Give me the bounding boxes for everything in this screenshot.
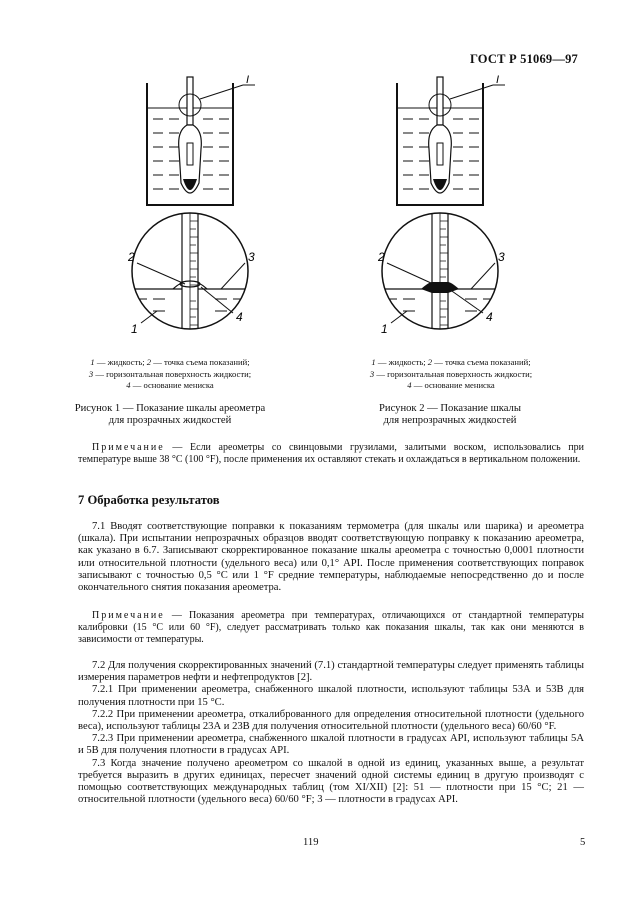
paragraph-7-1: 7.1 Вводят соответствующие поправки к показаниям термометра (для шкалы или шарика) и ареометра (шкала). При испытании непрозрачных образцов вводят соответствующую поправку к показанию ареометра, как указано в 6.7. Записывают скорректированное показание шкалы ареометра с точностью 0,0001 плотности или относительной плотности (удельного веса) или 0,1° API. После применения соответствующих поправок записывают с точностью 0,5 °С или 1 °F средние температуры, наблюдаемые непосредственно до и после окончательного снятия показания ареометра. <box>78 521 584 594</box>
page-number-center: 119 <box>303 837 319 848</box>
figure-1-caption: Рисунок 1 — Показание шкалы ареометра для прозрачных жидкостей <box>74 403 266 426</box>
figure-1-diagram <box>125 75 275 345</box>
paragraph-7-2: 7.2 Для получения скорректированных значений (7.1) стандартной температуры следует применять таблицы измерения параметров нефти и нефтепродуктов [2]. <box>78 660 584 684</box>
figure-1-legend: 1 — жидкость; 2 — точка съема показаний; 3 — горизонтальная поверхность жидкости; 4 — основание мениска <box>88 357 252 390</box>
figure-1-label-1: 1 <box>131 322 138 336</box>
page-number-right: 5 <box>580 837 586 848</box>
figure-2-caption: Рисунок 2 — Показание шкалы для непрозрачных жидкостей <box>379 403 521 426</box>
paragraphs-7-2 <box>78 660 584 806</box>
figure-2-label-1: 1 <box>381 322 388 336</box>
note-2-text: — Показания ареометра при температурах, отличающихся от стандартной температуры калибровки (15 °С или 60 °F), следует рассматривать только как показания шкалы, так как они меняются в зависимости от температуры. <box>78 610 584 645</box>
paragraph-7-3: 7.3 Когда значение получено ареометром со шкалой в одной из единиц, указанных выше, а результат требуется выразить в других единицах, пересчет значений одной системы единиц в другую производят с помощью соответствующих международных таблиц (том XI/XII) [2]: 51 — плотности при 15 °С; 21 — относительной плотности (удельного веса) 60/60 °F; 3 — плотности в градусах API. <box>78 757 584 806</box>
note-1 <box>78 442 584 466</box>
figure-2-callout-top: I <box>496 75 500 86</box>
figure-2-diagram <box>375 75 525 345</box>
document-header: ГОСТ Р 51069—97 <box>469 52 578 66</box>
figure-2-label-4: 4 <box>486 310 493 324</box>
paragraph-7-2-1: 7.2.1 При применении ареометра, снабженного шкалой плотности, используют таблицы 53А и 53В для получения плотности при 15 °С. <box>78 684 584 708</box>
figure-1-label-4: 4 <box>236 310 243 324</box>
note-1-text: — Если ареометры со свинцовыми грузилами, залитыми воском, использовались при температуре выше 38 °С (100 °F), после применения их оставляют стекать и охлаждаться в вертикальном положении. <box>78 442 584 465</box>
figure-1-callout-top: I <box>246 75 250 86</box>
note-2-label: Примечание <box>92 610 165 621</box>
paragraph-7-2-3: 7.2.3 При применении ареометра, снабженного шкалой плотности в градусах API, используют таблицы 5А и 5В для получения плотности в градусах API. <box>78 733 584 757</box>
note-2 <box>78 610 584 645</box>
figure-1-label-2: 2 <box>128 250 135 264</box>
paragraph-7-2-2: 7.2.2 При применении ареометра, откалиброванного для определения относительной плотности (удельного веса), используют таблицы 23А и 23В для получения относительной плотности (удельного веса) 60/60 °F. <box>78 708 584 733</box>
figure-1-label-3: 3 <box>248 250 255 264</box>
section-title: 7 Обработка результатов <box>78 493 220 507</box>
note-1-label: Примечание <box>92 442 165 453</box>
figure-2-legend: 1 — жидкость; 2 — точка съема показаний; 3 — горизонтальная поверхность жидкости; 4 — основание мениска <box>369 357 533 390</box>
figure-2-label-2: 2 <box>378 250 385 264</box>
figure-2-label-3: 3 <box>498 250 505 264</box>
